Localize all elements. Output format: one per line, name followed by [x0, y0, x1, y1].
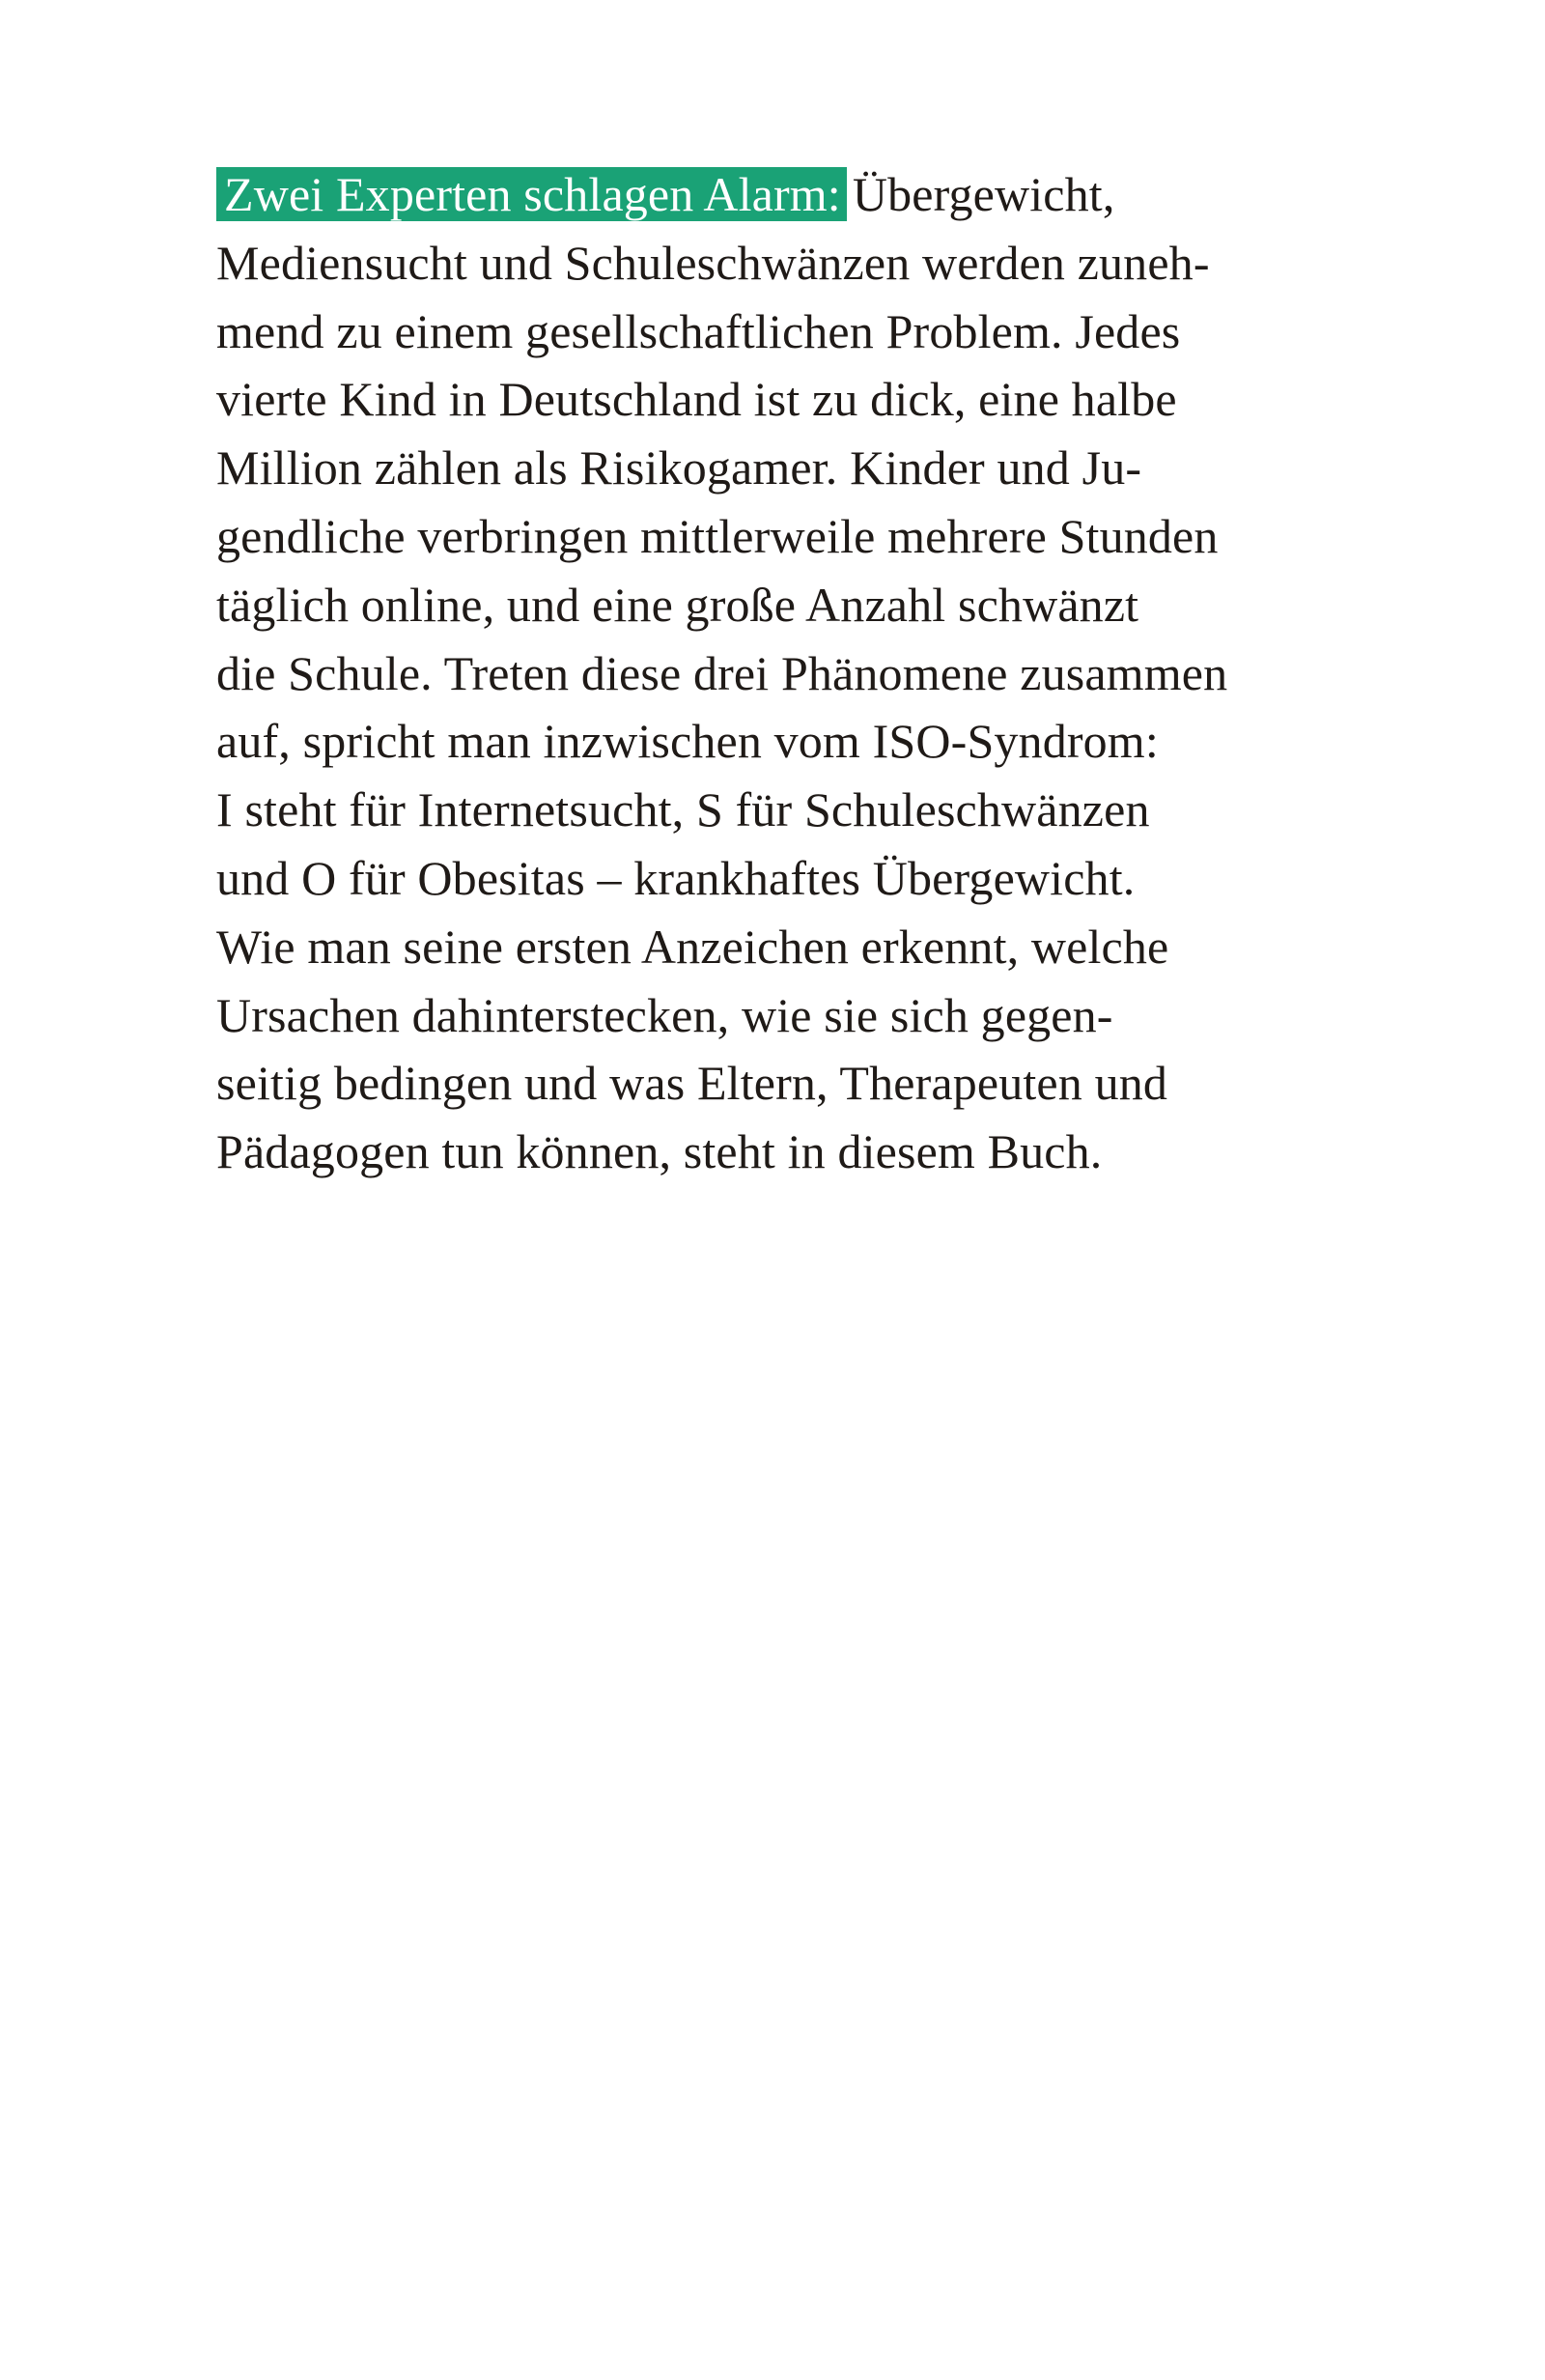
- blurb-line: täglich online, und eine große Anzahl schwänzt: [216, 577, 1139, 632]
- blurb-text: [216, 160, 1356, 1186]
- blurb-line: Million zählen als Risikogamer. Kinder und Ju-: [216, 440, 1142, 496]
- blurb-line-text: Übergewicht,: [852, 167, 1115, 221]
- blurb-line: Mediensucht und Schuleschwänzen werden zuneh-: [216, 235, 1210, 290]
- blurb-line: I steht für Internetsucht, S für Schuleschwänzen: [216, 782, 1150, 837]
- blurb-line: die Schule. Treten diese drei Phänomene zusammen: [216, 645, 1228, 700]
- blurb-line: seitig bedingen und was Eltern, Therapeuten und: [216, 1056, 1168, 1111]
- blurb-line: vierte Kind in Deutschland ist zu dick, eine halbe: [216, 372, 1177, 427]
- blurb-line: auf, spricht man inzwischen vom ISO-Syndrom:: [216, 714, 1159, 769]
- blurb-line: und O für Obesitas – krankhaftes Übergewicht.: [216, 850, 1136, 905]
- blurb-line: Wie man seine ersten Anzeichen erkennt, welche: [216, 919, 1169, 974]
- highlighted-headline: Zwei Experten schlagen Alarm:: [216, 167, 847, 221]
- blurb-line: Ursachen dahinterstecken, wie sie sich gegen-: [216, 987, 1113, 1042]
- blurb-line: mend zu einem gesellschaftlichen Problem. Jedes: [216, 303, 1181, 358]
- blurb-line: gendliche verbringen mittlerweile mehrere Stunden: [216, 508, 1219, 563]
- blurb-line: [216, 160, 1356, 229]
- blurb-line: Pädagogen tun können, steht in diesem Buch.: [216, 1124, 1103, 1179]
